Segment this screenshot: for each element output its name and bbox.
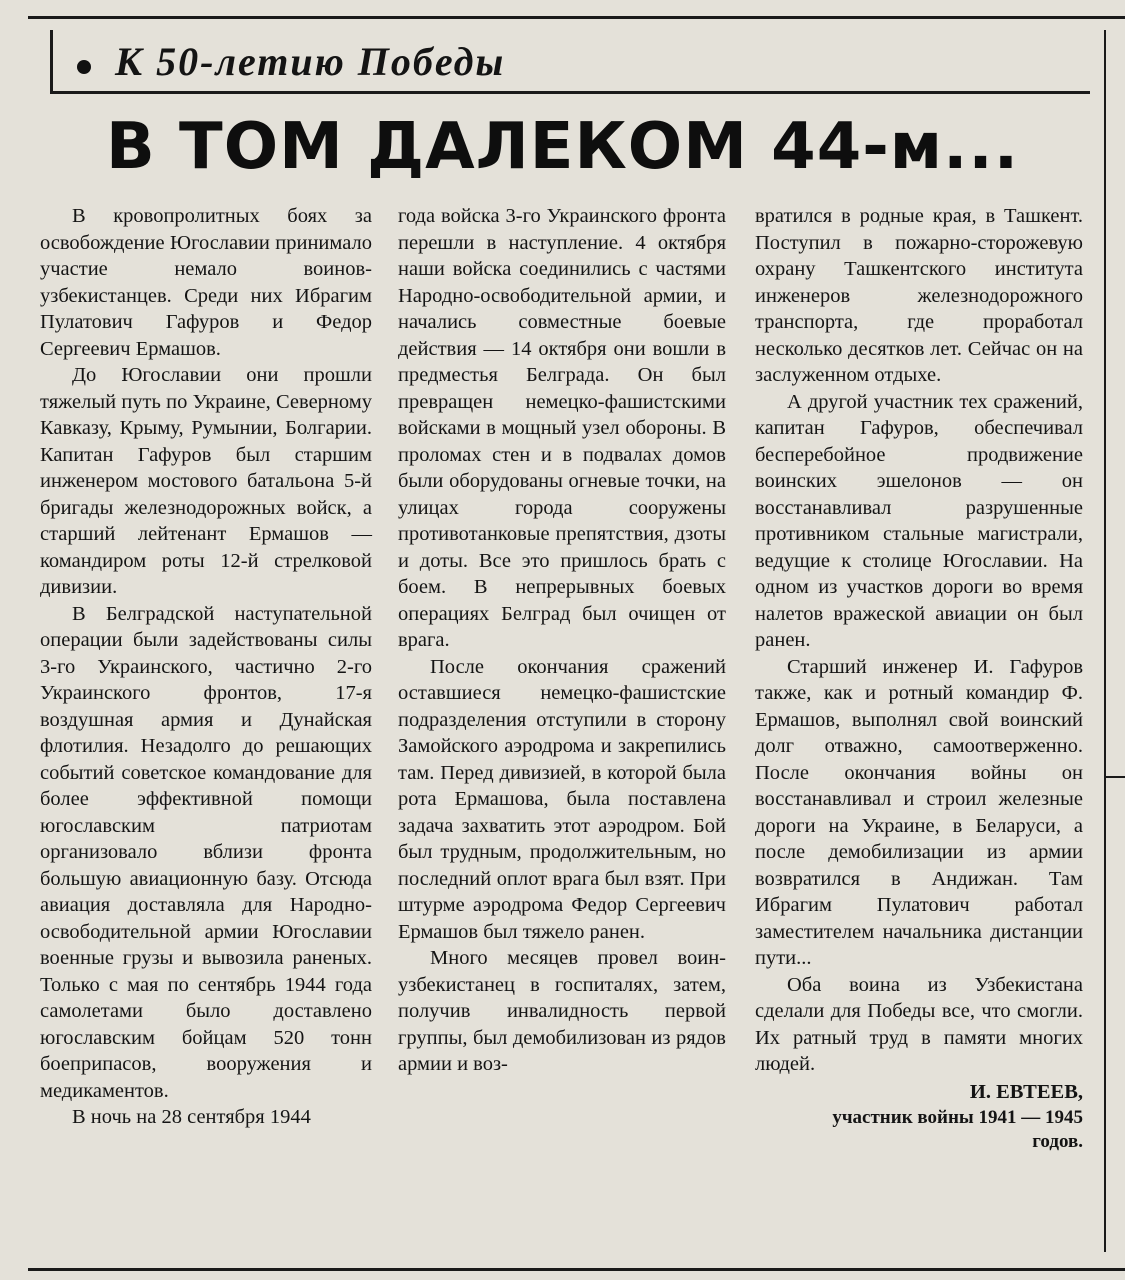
article-column-1 <box>40 203 372 1131</box>
article-column-3 <box>755 203 1083 1154</box>
paragraph: Старший инженер И. Гафуров также, как и ротный командир Ф. Ермашов, выполнял свой воинский долг отважно, самоотверженно. После окончания войны он восстанавливал и строил железные дороги на Украине, в Беларуси, а после демобилизации из армии возвратился в Андижан. Там Ибрагим Пулатович работал заместителем начальника дистанции пути... <box>755 655 1083 969</box>
paragraph: До Югославии они прошли тяжелый путь по Украине, Северному Кавказу, Крыму, Румынии, Болгарии. Капитан Гафуров был старшим инженером мостового батальона 5-й бригады железнодорожных войск, а старший лейтенант Ермашов — командиром роты 12-й стрелковой дивизии. <box>40 364 372 598</box>
paragraph-continued: года войска 3-го Украинского фронта перешли в наступление. 4 октября наши войска соединились с частями Народно-освободительной армии, и начались совместные боевые действия — 14 октября они вошли в предместья Белграда. Он был превращен немецко-фашистскими войсками в мощный узел обороны. В проломах стен и в подвалах домов были оборудованы огневые точки, на улицах города сооружены противотанковые препятствия, дзоты и доты. Все это пришлось брать с боем. В непрерывных боевых операциях Белград был очищен от врага. <box>398 205 726 651</box>
rubric-box <box>50 30 1090 94</box>
top-rule <box>28 16 1125 19</box>
paragraph-continued: вратился в родные края, в Ташкент. Поступил в пожарно-сторожевую охрану Ташкентского института инженеров железнодорожного транспорта, где проработал несколько десятков лет. Сейчас он на заслуженном отдыхе. <box>755 205 1083 386</box>
bullet-icon <box>77 60 91 74</box>
article-headline: В ТОМ ДАЛЕКОМ 44-м... <box>105 110 1020 184</box>
article-column-2 <box>398 203 726 1078</box>
right-frame-tick <box>1106 776 1125 778</box>
paragraph: А другой участник тех сражений, капитан Гафуров, обеспечивал бесперебойное продвижение воинских эшелонов — он восстанавливал разрушенные противником стальные магистрали, ведущие к столице Югославии. На одном из участков дороги во время налетов вражеской авиации он был ранен. <box>755 390 1083 651</box>
paragraph: Оба воина из Узбекистана сделали для Победы все, что смогли. Их ратный труд в памяти многих людей. <box>755 973 1083 1075</box>
bottom-rule <box>28 1268 1125 1271</box>
paragraph: В Белградской наступательной операции были задействованы силы 3-го Украинского, частично 2-го Украинского фронтов, 17-я воздушная армия и Дунайская флотилия. Незадолго до решающих событий советское командование для более эффективной помощи югославским патриотам организовало вблизи фронта большую авиационную базу. Отсюда авиация доставляла для Народно-освободительной армии Югославии военные грузы и вывозила раненых. Только с мая по сентябрь 1944 года самолетами было доставлено югославским бойцам 520 тонн боеприпасов, вооружения и медикаментов. <box>40 602 372 1102</box>
rubric-title: К 50-летию Победы <box>115 39 506 84</box>
paragraph: В кровопролитных боях за освобождение Югославии принимало участие немало воинов-узбекистанцев. Среди них Ибрагим Пулатович Гафуров и Федор Сергеевич Ермашов. <box>40 205 372 360</box>
author-name: И. ЕВТЕЕВ, <box>969 1080 1083 1103</box>
paragraph: После окончания сражений оставшиеся немецко-фашистские подразделения отступили в сторону Замойского аэродрома и закрепились там. Перед дивизией, в которой была рота Ермашова, была поставлена задача захватить этот аэродром. Бой был трудным, продолжительным, но последний оплот врага был взят. При штурме аэродрома Федор Сергеевич Ермашов был тяжело ранен. <box>398 655 726 943</box>
author-role: участник войны 1941 — 1945 годов. <box>832 1106 1083 1152</box>
paragraph: В ночь на 28 сентября 1944 <box>72 1106 311 1128</box>
paragraph: Много месяцев провел воин-узбекистанец в госпиталях, затем, получив инвалидность первой группы, был демобилизован из рядов армии и воз- <box>398 947 726 1075</box>
right-frame-line <box>1104 30 1106 1252</box>
